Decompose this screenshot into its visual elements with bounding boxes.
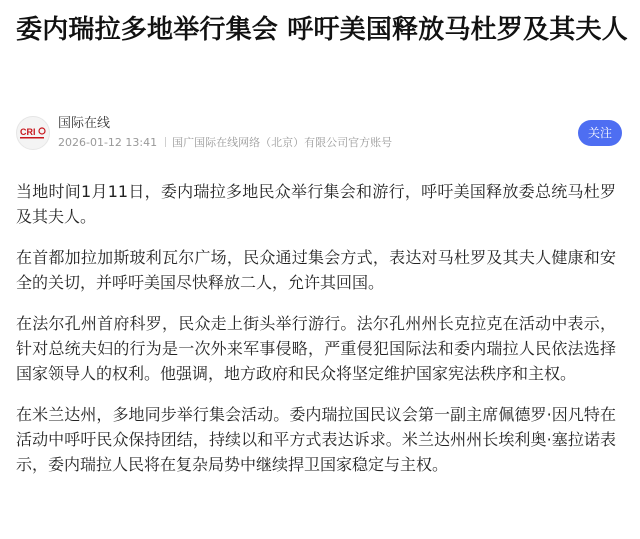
publish-meta [58,136,392,150]
paragraph: 在首都加拉加斯玻利瓦尔广场，民众通过集会方式，表达对马杜罗及其夫人健康和安全的关切，并呼吁美国尽快释放二人，允许其回国。 [16,248,616,292]
article-title: 委内瑞拉多地举行集会 呼吁美国释放马杜罗及其夫人 [16,15,628,45]
logo-text: CRI [20,127,36,137]
account-info: 国广国际在线网络（北京）有限公司官方账号 [172,136,393,149]
paragraph: 当地时间1月11日，委内瑞拉多地民众举行集会和游行，呼吁美国释放委总统马杜罗及其夫人。 [16,182,616,226]
author-name[interactable]: 国际在线 [58,116,111,131]
author-avatar[interactable] [16,116,50,150]
paragraph: 在米兰达州，多地同步举行集会活动。委内瑞拉国民议会第一副主席佩德罗·因凡特在活动中呼吁民众保持团结，持续以和平方式表达诉求。米兰达州州长埃利奥·塞拉诺表示，委内瑞拉人民将在复杂局势中继续捍卫国家稳定与主权。 [16,405,616,474]
paragraph: 在法尔孔州首府科罗，民众走上街头举行游行。法尔孔州州长克拉克在活动中表示，针对总统夫妇的行为是一次外来军事侵略，严重侵犯国际法和委内瑞拉人民依法选择国家领导人的权利。他强调，地方政府和民众将坚定维护国家宪法秩序和主权。 [16,314,616,383]
follow-button[interactable]: 关注 [578,120,622,146]
publish-time: 2026-01-12 13:41 [58,136,158,149]
article-body [16,179,616,493]
author-bar [16,114,622,154]
meta-divider [165,137,166,147]
cri-online-logo-icon [19,125,47,141]
